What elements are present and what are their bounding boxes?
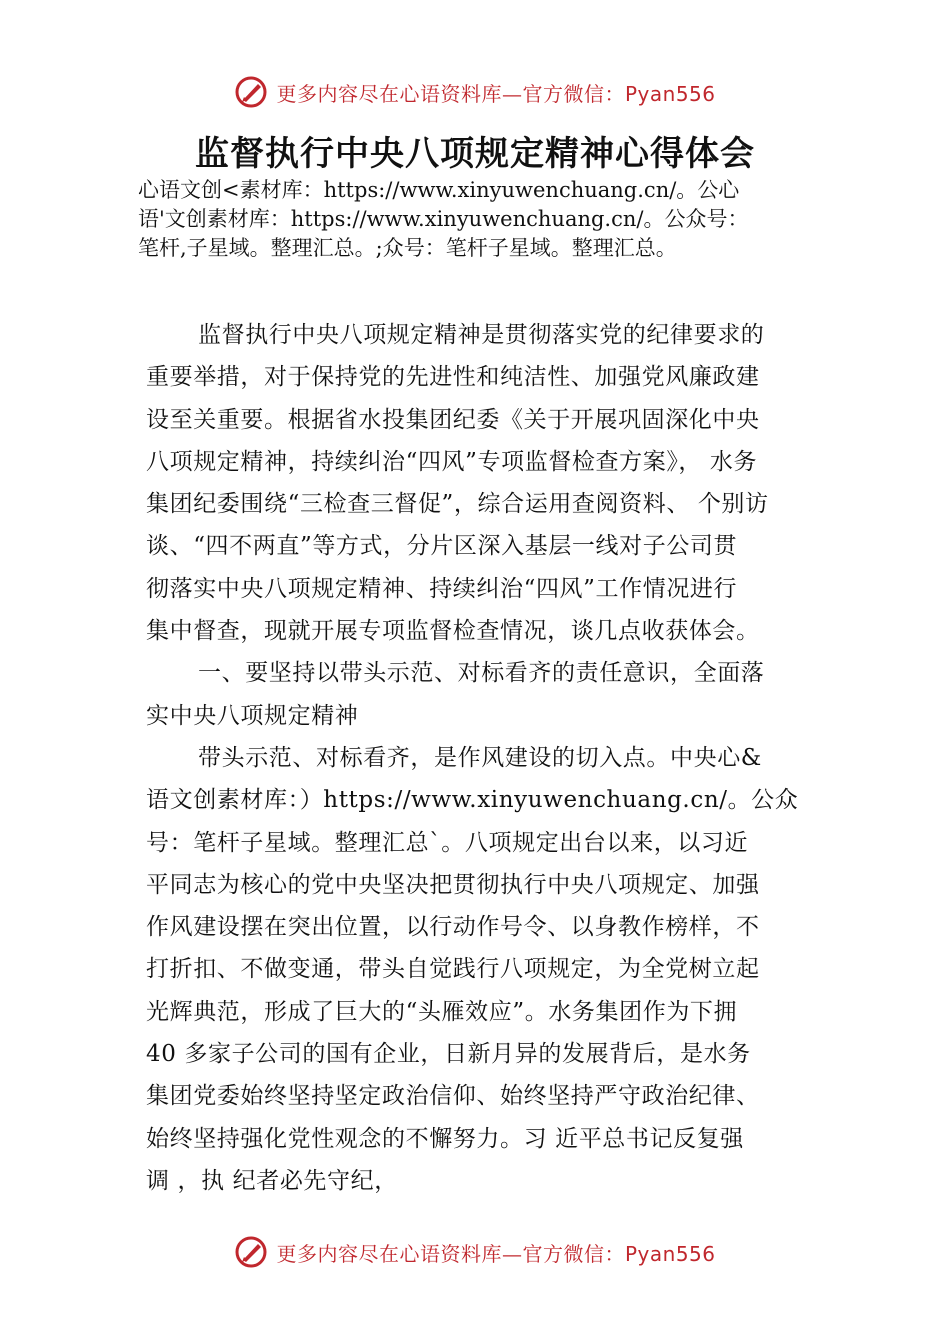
footer-banner: [0, 1232, 950, 1272]
paragraph-line: 号：笔杆子星域。整理汇总`。八项规定出台以来，以习近: [146, 829, 749, 856]
banner-text: 更多内容尽在心语资料库—官方微信：Pyan556: [276, 1241, 716, 1266]
source-line: 语'文创素材库：https://www.xinyuwenchuang.cn/。公众号：: [138, 207, 749, 231]
header-banner: [0, 72, 950, 112]
paragraph-line: 集团党委始终坚持坚定政治信仰、始终坚持严守政治纪律、: [146, 1083, 760, 1110]
paragraph-line: 设至关重要。根据省水投集团纪委《关于开展巩固深化中央: [146, 406, 760, 433]
paragraph-line: 重要举措，对于保持党的先进性和纯洁性、加强党风廉政建: [146, 364, 760, 391]
wechat-id: Pyan556: [624, 81, 716, 106]
paragraph-line: 八项规定精神，持续纠治“四风”专项监督检查方案》， 水务: [146, 448, 758, 475]
section-heading-line: 实中央八项规定精神: [146, 702, 359, 729]
paragraph-line: 谈、“四不两直”等方式，分片区深入基层一线对子公司贯: [146, 533, 738, 560]
source-line: 心语文创<素材库：https://www.xinyuwenchuang.cn/。公心: [138, 178, 740, 202]
banner-text: 更多内容尽在心语资料库—官方微信：Pyan556: [276, 81, 716, 106]
pen-seal-icon: [234, 75, 268, 109]
document-body: [146, 314, 822, 1202]
section-heading-line: 一、要坚持以带头示范、对标看齐的责任意识，全面落: [198, 660, 765, 687]
paragraph-line: 平同志为核心的党中央坚决把贯彻执行中央八项规定、加强: [146, 871, 760, 898]
paragraph-line: 带头示范、对标看齐，是作风建设的切入点。中央心&: [198, 744, 762, 771]
paragraph-line: 语文创素材库：）https://www.xinyuwenchuang.cn/。公众: [146, 787, 799, 814]
paragraph-line: 监督执行中央八项规定精神是贯彻落实党的纪律要求的: [198, 322, 765, 348]
paragraph-line: 集团纪委围绕“三检查三督促”，综合运用查阅资料、 个别访: [146, 491, 769, 518]
source-line: 笔杆,子星域。整理汇总。;众号：笔杆子星域。整理汇总。: [138, 236, 677, 260]
wechat-id: Pyan556: [624, 1241, 716, 1266]
paragraph-line: 作风建设摆在突出位置，以行动作号令、以身教作榜样，不: [146, 914, 760, 941]
paragraph-line: 彻落实中央八项规定精神、持续纠治“四风”工作情况进行: [146, 575, 738, 602]
pen-seal-icon: [234, 1235, 268, 1269]
paragraph-line: 打折扣、不做变通，带头自觉践行八项规定，为全党树立起: [146, 956, 760, 983]
paragraph-line: 光辉典范，形成了巨大的“头雁效应”。水务集团作为下拥: [146, 998, 738, 1025]
document-title: 监督执行中央八项规定精神心得体会: [195, 134, 755, 174]
paragraph-line: 始终坚持强化党性观念的不懈努力。习 近平总书记反复强: [146, 1125, 744, 1152]
paragraph-line: 调 ，执 纪者必先守纪，: [146, 1167, 398, 1194]
paragraph-line: 集中督查，现就开展专项监督检查情况，谈几点收获体会。: [146, 618, 760, 645]
source-note: [138, 176, 838, 263]
paragraph-line: 40 多家子公司的国有企业，日新月异的发展背后，是水务: [146, 1041, 751, 1068]
